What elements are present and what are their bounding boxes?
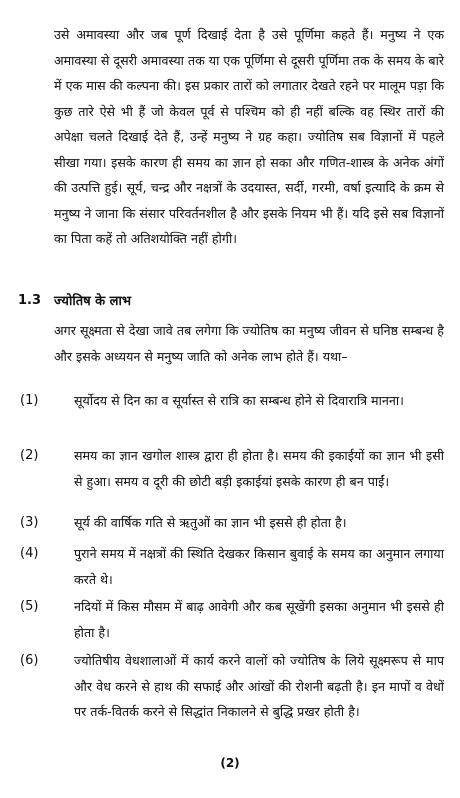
list-item-number: (4) bbox=[20, 546, 39, 561]
section-number: 1.3 bbox=[18, 293, 42, 308]
list-item-text: सूर्य की वार्षिक गति से ऋतुओं का ज्ञान भी इससे ही होता है। bbox=[74, 515, 347, 530]
list-item-number: (6) bbox=[20, 653, 39, 668]
list-item-number: (1) bbox=[20, 393, 39, 408]
list-item-number: (3) bbox=[20, 515, 39, 530]
section-title: ज्योतिष के लाभ bbox=[54, 294, 131, 309]
list-item-number: (2) bbox=[20, 448, 39, 463]
list-item-text: समय का ज्ञान खगोल शास्त्र द्वारा ही होता है। समय की इकाईयों का ज्ञान भी इसी से हुआ। समय व दूरी की छोटी बड़ी इकाईयां इसके कारण ही बन पाईं। bbox=[74, 448, 444, 489]
section-intro-paragraph: अगर सूक्ष्मता से देखा जावे तब लगेगा कि ज्योतिष का मनुष्य जीवन से घनिष्ठ सम्बन्ध है और इसके अध्ययन से मनुष्य जाति को अनेक लाभ होते हैं। यथा– bbox=[54, 323, 444, 364]
intro-paragraph: उसे अमावस्या और जब पूर्ण दिखाई देता है उसे पूर्णिमा कहते हैं। मनुष्य ने एक अमावस्या से दूसरी अमावस्या तक या एक पूर्णिमा से दूसरी पूर्णिमा तक के समय के बारे में एक मास की कल्पना की। इस प्रकार तारों को लगातार देखते रहने पर मालूम पड़ा कि कुछ तारे ऐसे भी हैं जो केवल पूर्व से पश्चिम को ही नहीं बल्कि वह स्थिर तारों की अपेक्षा चलते दिखाई देते हैं, उन्हें मनुष्य ने ग्रह कहा। ज्योतिष सब विज्ञानों में पहले सीखा गया। इसके कारण ही समय का ज्ञान हो सका और गणित-शास्त्र के अनेक अंगों की उत्पत्ति हुई। सूर्य, चन्द्र और नक्षत्रों के उदयास्त, सर्दी, गरमी, वर्षा इत्यादि के क्रम से मनुष्य ने जाना कि संसार परिवर्तनशील है और इसके नियम भी हैं। यदि इसे सब विज्ञानों का पिता कहें तो अतिशयोक्ति नहीं होगी। bbox=[54, 27, 444, 246]
list-item-text: पुराने समय में नक्षत्रों की स्थिति देखकर किसान बुवाई के समय का अनुमान लगाया करते थे। bbox=[74, 546, 444, 587]
page-number: (2) bbox=[220, 756, 240, 770]
list-item-text: ज्योतिषीय वेधशालाओं में कार्य करने वालों को ज्योतिष के लिये सूक्ष्मरूप से माप और वेध करने से हाथ की सफाई और आंखों की रोशनी बढ़ती है। इन मापों व वेधों पर तर्क-वितर्क करने से सिद्धांत निकालने से बुद्धि प्रखर होती है। bbox=[74, 653, 444, 719]
list-item-text: सूर्योदय से दिन का व सूर्यास्त से रात्रि का सम्बन्ध होने से दिवारात्रि मानना। bbox=[74, 393, 404, 408]
list-item-text: नदियों में किस मौसम में बाढ़ आवेगी और कब सूखेंगी इसका अनुमान भी इससे ही होता है। bbox=[74, 599, 444, 640]
list-item-number: (5) bbox=[20, 599, 39, 614]
